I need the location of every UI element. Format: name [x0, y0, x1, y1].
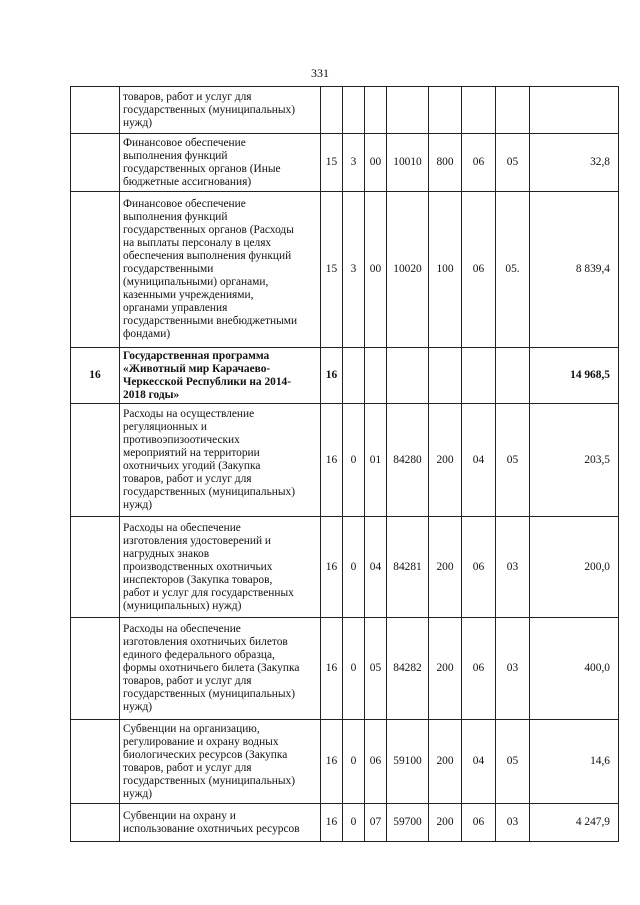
cell-code	[387, 348, 429, 404]
cell-amount: 400,0	[530, 618, 619, 720]
cell-code: 200	[429, 517, 462, 618]
cell-code: 06	[462, 134, 496, 192]
cell-code: 0	[343, 618, 365, 720]
cell-name: Финансовое обеспечение выполнения функций государственных органов (Иные бюджетные ассигнования)	[120, 134, 321, 192]
cell-code: 06	[462, 804, 496, 842]
cell-code	[387, 87, 429, 134]
cell-code: 16	[321, 348, 343, 404]
cell-code: 04	[365, 517, 387, 618]
table-row	[71, 618, 619, 720]
cell-name: Субвенции на организацию, регулирование и охрану водных биологических ресурсов (Закупка товаров, работ и услуг для государственных (муниципальных) нужд)	[120, 720, 321, 804]
page-number: 331	[311, 66, 329, 80]
cell-code: 15	[321, 134, 343, 192]
cell-code: 200	[429, 618, 462, 720]
cell-code: 03	[496, 517, 530, 618]
cell-code	[496, 348, 530, 404]
cell-code: 59700	[387, 804, 429, 842]
cell-code: 01	[365, 404, 387, 517]
cell-code: 16	[321, 404, 343, 517]
cell-code	[321, 87, 343, 134]
cell-name: Расходы на обеспечение изготовления удостоверений и нагрудных знаков производственных охотничьих инспекторов (Закупка товаров, работ и услуг для государственных (муниципальных) нужд)	[120, 517, 321, 618]
cell-code: 84281	[387, 517, 429, 618]
cell-code	[343, 348, 365, 404]
cell-amount: 32,8	[530, 134, 619, 192]
cell-code: 07	[365, 804, 387, 842]
cell-code: 04	[462, 404, 496, 517]
cell-code: 03	[496, 804, 530, 842]
cell-code: 59100	[387, 720, 429, 804]
table-row	[71, 404, 619, 517]
cell-code: 00	[365, 192, 387, 348]
cell-name: Расходы на осуществление регуляционных и противоэпизоотических мероприятий на территории охотничьих угодий (Закупка товаров, работ и услуг для государственных (муниципальных) нужд)	[120, 404, 321, 517]
cell-code: 06	[462, 192, 496, 348]
cell-code: 03	[496, 618, 530, 720]
cell-code: 16	[321, 618, 343, 720]
cell-code: 16	[321, 517, 343, 618]
cell-number	[71, 87, 120, 134]
cell-code: 84280	[387, 404, 429, 517]
cell-code	[365, 87, 387, 134]
cell-code: 200	[429, 404, 462, 517]
cell-amount: 14,6	[530, 720, 619, 804]
cell-code: 100	[429, 192, 462, 348]
cell-code: 05	[496, 720, 530, 804]
cell-amount: 4 247,9	[530, 804, 619, 842]
cell-code: 16	[321, 804, 343, 842]
cell-code	[343, 87, 365, 134]
cell-code	[462, 87, 496, 134]
table-row	[71, 134, 619, 192]
table-row	[71, 87, 619, 134]
cell-code: 06	[462, 618, 496, 720]
cell-code: 05	[365, 618, 387, 720]
cell-amount	[530, 87, 619, 134]
cell-name: товаров, работ и услуг для государственных (муниципальных) нужд)	[120, 87, 321, 134]
cell-number	[71, 404, 120, 517]
cell-name: Государственная программа «Животный мир Карачаево- Черкесской Республики на 2014- 2018 годы»	[120, 348, 321, 404]
cell-code: 3	[343, 134, 365, 192]
cell-number	[71, 618, 120, 720]
table-row	[71, 517, 619, 618]
cell-code: 04	[462, 720, 496, 804]
budget-table	[70, 86, 619, 842]
cell-code	[365, 348, 387, 404]
cell-code: 16	[321, 720, 343, 804]
cell-number	[71, 720, 120, 804]
cell-amount: 14 968,5	[530, 348, 619, 404]
cell-number: 16	[71, 348, 120, 404]
cell-code	[462, 348, 496, 404]
cell-code: 200	[429, 720, 462, 804]
cell-code: 00	[365, 134, 387, 192]
cell-code: 05	[496, 134, 530, 192]
program-row	[71, 348, 619, 404]
cell-code: 06	[365, 720, 387, 804]
cell-code: 15	[321, 192, 343, 348]
cell-number	[71, 517, 120, 618]
cell-code: 84282	[387, 618, 429, 720]
cell-code: 05	[496, 404, 530, 517]
table-row	[71, 720, 619, 804]
cell-code: 10020	[387, 192, 429, 348]
cell-name: Расходы на обеспечение изготовления охотничьих билетов единого федерального образца, формы охотничьего билета (Закупка товаров, работ и услуг для государственных (муниципальных) нужд)	[120, 618, 321, 720]
cell-code: 0	[343, 404, 365, 517]
cell-amount: 203,5	[530, 404, 619, 517]
cell-number	[71, 192, 120, 348]
cell-amount: 8 839,4	[530, 192, 619, 348]
cell-code	[429, 87, 462, 134]
cell-code: 0	[343, 517, 365, 618]
cell-code	[496, 87, 530, 134]
cell-code: 05.	[496, 192, 530, 348]
cell-code: 10010	[387, 134, 429, 192]
cell-number	[71, 134, 120, 192]
cell-number	[71, 804, 120, 842]
cell-amount: 200,0	[530, 517, 619, 618]
cell-code: 06	[462, 517, 496, 618]
cell-code: 0	[343, 804, 365, 842]
cell-code: 0	[343, 720, 365, 804]
cell-code: 200	[429, 804, 462, 842]
cell-name: Финансовое обеспечение выполнения функций государственных органов (Расходы на выплаты персоналу в целях обеспечения выполнения функций государственными (муниципальными) органами, казенными учреждениями, органами управления государственными внебюджетными фондами)	[120, 192, 321, 348]
cell-code: 3	[343, 192, 365, 348]
cell-name: Субвенции на охрану и использование охотничьих ресурсов	[120, 804, 321, 842]
table-row	[71, 804, 619, 842]
cell-code	[429, 348, 462, 404]
cell-code: 800	[429, 134, 462, 192]
table-row	[71, 192, 619, 348]
